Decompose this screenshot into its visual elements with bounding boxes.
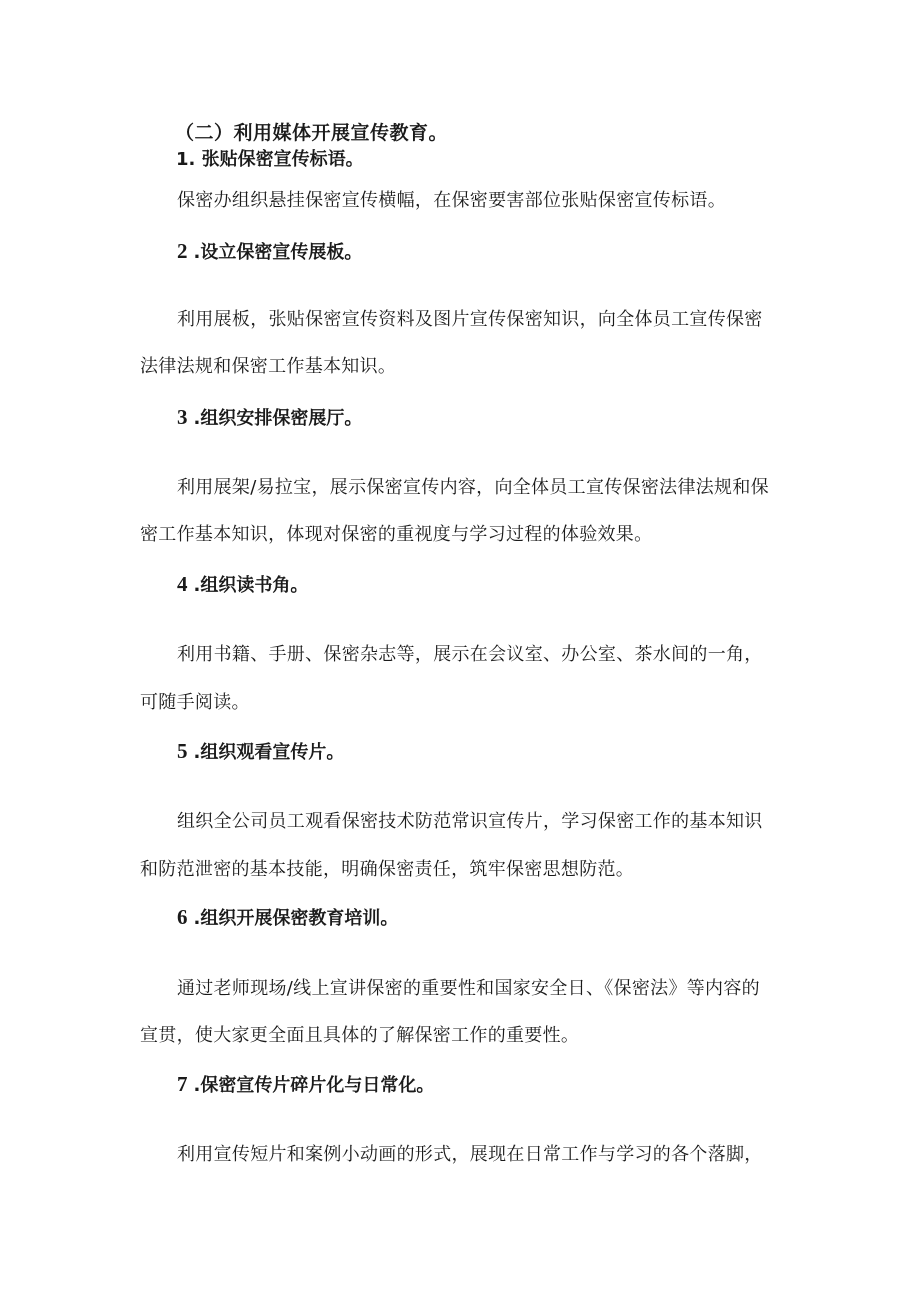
section-title: （二）利用媒体开展宣传教育。 bbox=[175, 122, 449, 144]
item-7-heading bbox=[177, 1071, 434, 1097]
item-5-paragraph-line-1: 组织全公司员工观看保密技术防范常识宣传片，学习保密工作的基本知识 bbox=[177, 811, 763, 832]
item-1-paragraph-line-1: 保密办组织悬挂保密宣传横幅，在保密要害部位张贴保密宣传标语。 bbox=[177, 190, 726, 211]
item-1-heading bbox=[176, 145, 364, 171]
item-7-number: 7 bbox=[177, 1072, 188, 1096]
item-7-paragraph-line-1: 利用宣传短片和案例小动画的形式，展现在日常工作与学习的各个落脚， bbox=[177, 1144, 763, 1165]
item-1-heading-text: 张贴保密宣传标语。 bbox=[201, 149, 364, 170]
item-2-heading-text: .设立保密宣传展板。 bbox=[193, 242, 363, 263]
item-5-paragraph-line-2: 和防范泄密的基本技能，明确保密责任，筑牢保密思想防范。 bbox=[140, 859, 635, 880]
item-6-heading bbox=[177, 904, 398, 930]
item-3-heading-text: .组织安排保密展厅。 bbox=[193, 408, 363, 429]
item-4-paragraph-line-2: 可随手阅读。 bbox=[140, 692, 250, 713]
item-4-heading bbox=[177, 571, 308, 597]
item-4-number: 4 bbox=[177, 572, 188, 596]
item-6-paragraph-line-2: 宣贯，使大家更全面且具体的了解保密工作的重要性。 bbox=[140, 1025, 580, 1046]
item-4-paragraph-line-1: 利用书籍、手册、保密杂志等，展示在会议室、办公室、茶水间的一角， bbox=[177, 644, 763, 665]
item-7-heading-text: .保密宣传片碎片化与日常化。 bbox=[193, 1075, 435, 1096]
item-2-number: 2 bbox=[177, 239, 188, 263]
item-6-number: 6 bbox=[177, 905, 188, 929]
item-5-heading-text: .组织观看宣传片。 bbox=[193, 742, 345, 763]
item-5-number: 5 bbox=[177, 739, 188, 763]
item-3-paragraph-line-1: 利用展架/易拉宝，展示保密宣传内容，向全体员工宣传保密法律法规和保 bbox=[177, 477, 769, 498]
item-2-paragraph-line-2: 法律法规和保密工作基本知识。 bbox=[140, 356, 397, 377]
item-2-heading bbox=[177, 238, 362, 264]
item-1-number: 1. bbox=[176, 149, 196, 170]
item-5-heading bbox=[177, 738, 344, 764]
item-6-heading-text: .组织开展保密教育培训。 bbox=[193, 908, 399, 929]
item-3-number: 3 bbox=[177, 405, 188, 429]
item-4-heading-text: .组织读书角。 bbox=[193, 575, 309, 596]
item-3-paragraph-line-2: 密工作基本知识，体现对保密的重视度与学习过程的体验效果。 bbox=[140, 524, 653, 545]
item-6-paragraph-line-1: 通过老师现场/线上宣讲保密的重要性和国家安全日、《保密法》等内容的 bbox=[177, 978, 760, 999]
item-3-heading bbox=[177, 404, 362, 430]
item-2-paragraph-line-1: 利用展板，张贴保密宣传资料及图片宣传保密知识，向全体员工宣传保密 bbox=[177, 309, 763, 330]
